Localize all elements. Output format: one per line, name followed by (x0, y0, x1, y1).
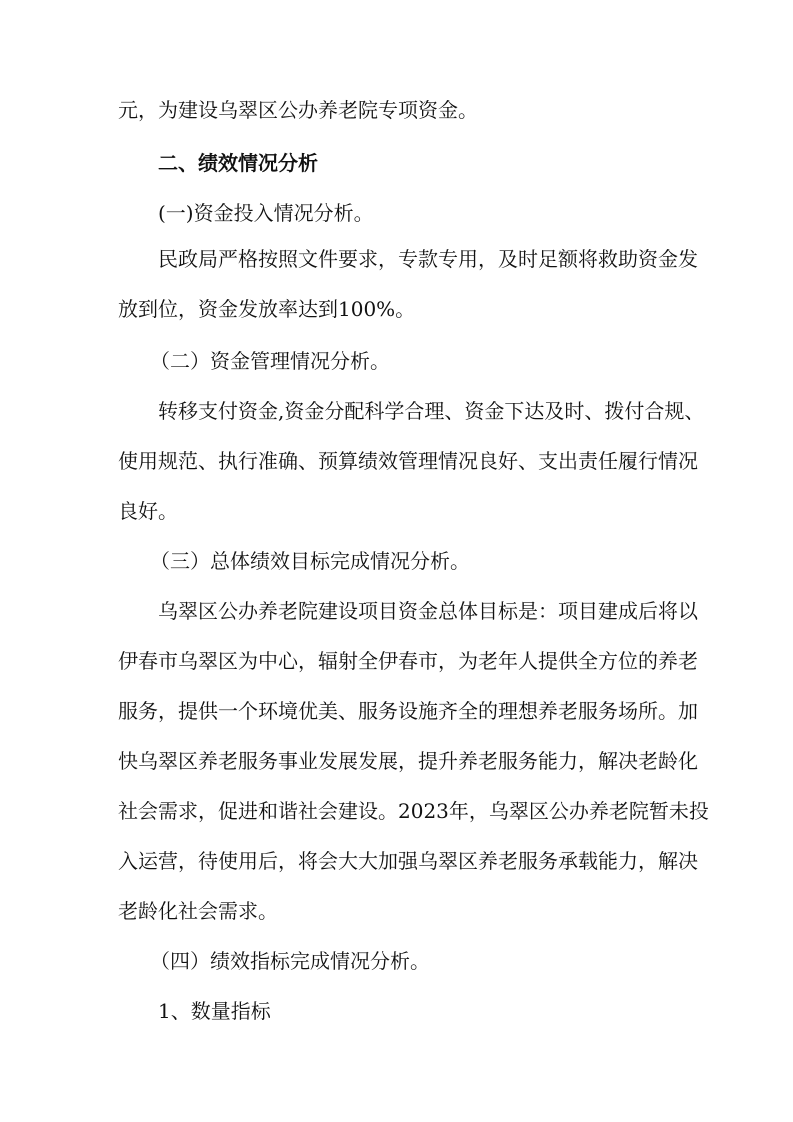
body-text-line: 使用规范、执行准确、预算绩效管理情况良好、支出责任履行情况 (118, 449, 698, 473)
subsection-heading: （三）总体绩效目标完成情况分析。 (150, 549, 470, 573)
body-text-line: 良好。 (118, 499, 178, 523)
subsection-heading: （四）绩效指标完成情况分析。 (150, 949, 430, 973)
subsection-heading: (一)资金投入情况分析。 (158, 201, 374, 225)
body-text-line: 放到位，资金发放率达到100%。 (118, 297, 416, 321)
body-text-line: 元，为建设乌翠区公办养老院专项资金。 (118, 98, 478, 122)
body-text-line: 民政局严格按照文件要求，专款专用，及时足额将救助资金发 (158, 247, 698, 271)
body-text-line: 服务，提供一个环境优美、服务设施齐全的理想养老服务场所。加 (118, 699, 698, 723)
section-heading: 二、绩效情况分析 (158, 151, 318, 175)
body-text-line: 老龄化社会需求。 (118, 899, 278, 923)
body-text-line: 乌翠区公办养老院建设项目资金总体目标是：项目建成后将以 (158, 599, 698, 623)
body-text-line: 入运营，待使用后，将会大大加强乌翠区养老服务承载能力，解决 (118, 849, 698, 873)
body-text-line: 转移支付资金,资金分配科学合理、资金下达及时、拨付合规、 (158, 399, 705, 423)
list-item-heading: 1、数量指标 (158, 999, 271, 1023)
body-text-line: 社会需求，促进和谐社会建设。2023年，乌翠区公办养老院暂未投 (118, 799, 709, 823)
body-text-line: 伊春市乌翠区为中心，辐射全伊春市，为老年人提供全方位的养老 (118, 649, 698, 673)
subsection-heading: （二）资金管理情况分析。 (150, 349, 390, 373)
body-text-line: 快乌翠区养老服务事业发展发展，提升养老服务能力，解决老龄化 (118, 749, 698, 773)
